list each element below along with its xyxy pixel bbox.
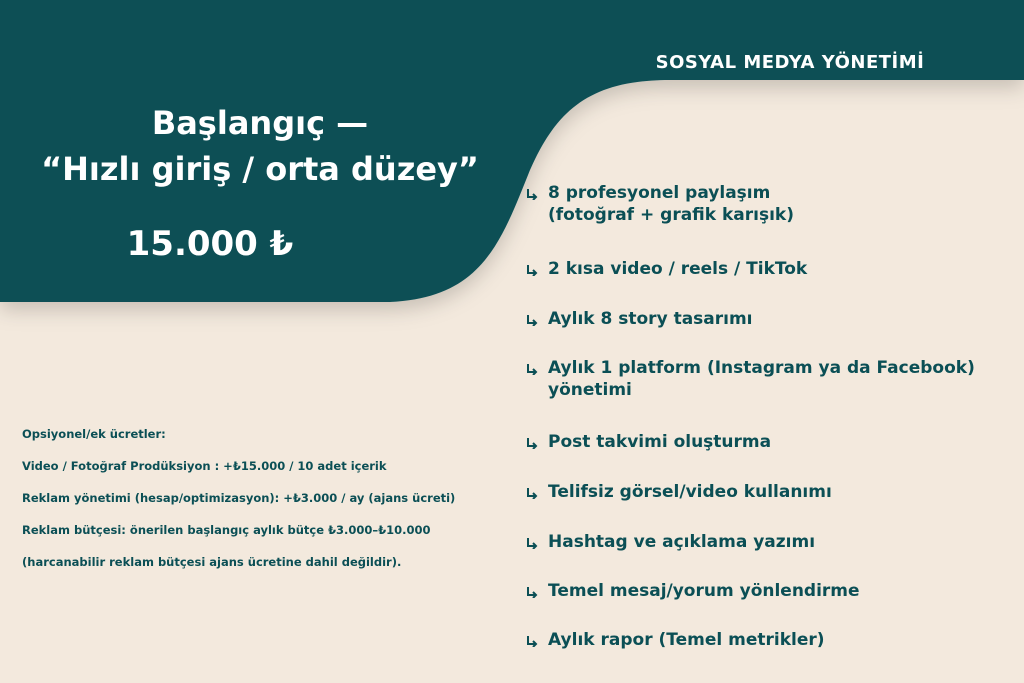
feature-item <box>526 629 1006 653</box>
feature-text: 2 kısa video / reels / TikTok <box>548 259 808 279</box>
optional-fee-line: Video / Fotoğraf Prodüksiyon : +₺15.000 / 10 adet içerik <box>22 459 387 473</box>
feature-item <box>526 531 1006 555</box>
optional-fee-line: Reklam bütçesi: önerilen başlangıç aylık bütçe ₺3.000–₺10.000 <box>22 523 431 537</box>
arrow-hook-icon <box>526 431 548 455</box>
arrow-hook-icon <box>526 629 548 653</box>
feature-item <box>526 182 1006 226</box>
feature-item <box>526 431 1006 455</box>
feature-text: Aylık 1 platform (Instagram ya da Facebook) yönetimi <box>548 358 975 400</box>
feature-item <box>526 357 1006 401</box>
package-title-line2: “Hızlı giriş / orta düzey” <box>41 150 479 188</box>
feature-text: Aylık rapor (Temel metrikler) <box>548 630 825 650</box>
package-title-line1: Başlangıç — <box>151 104 369 142</box>
feature-item <box>526 258 1006 282</box>
optional-fee-line: Reklam yönetimi (hesap/optimizasyon): +₺3.000 / ay (ajans ücreti) <box>22 491 456 505</box>
package-price: 15.000 ₺ <box>126 224 294 264</box>
arrow-hook-icon <box>526 357 548 401</box>
optional-fee-line: (harcanabilir reklam bütçesi ajans ücretine dahil değildir). <box>22 555 402 569</box>
feature-text: 8 profesyonel paylaşım (fotoğraf + grafik karışık) <box>548 183 795 225</box>
optional-fees-heading: Opsiyonel/ek ücretler: <box>22 427 166 441</box>
package-title <box>10 100 510 192</box>
arrow-hook-icon <box>526 481 548 505</box>
feature-item <box>526 481 1006 505</box>
arrow-hook-icon <box>526 182 548 226</box>
arrow-hook-icon <box>526 308 548 332</box>
feature-item <box>526 308 1006 332</box>
feature-text: Hashtag ve açıklama yazımı <box>548 532 816 552</box>
service-title: SOSYAL MEDYA YÖNETİMİ <box>655 52 925 73</box>
feature-text: Temel mesaj/yorum yönlendirme <box>548 581 860 601</box>
feature-text: Aylık 8 story tasarımı <box>548 309 753 329</box>
optional-fees <box>22 424 502 584</box>
feature-item <box>526 580 1006 604</box>
arrow-hook-icon <box>526 258 548 282</box>
arrow-hook-icon <box>526 580 548 604</box>
arrow-hook-icon <box>526 531 548 555</box>
feature-text: Post takvimi oluşturma <box>548 432 772 452</box>
feature-text: Telifsiz görsel/video kullanımı <box>548 482 832 502</box>
